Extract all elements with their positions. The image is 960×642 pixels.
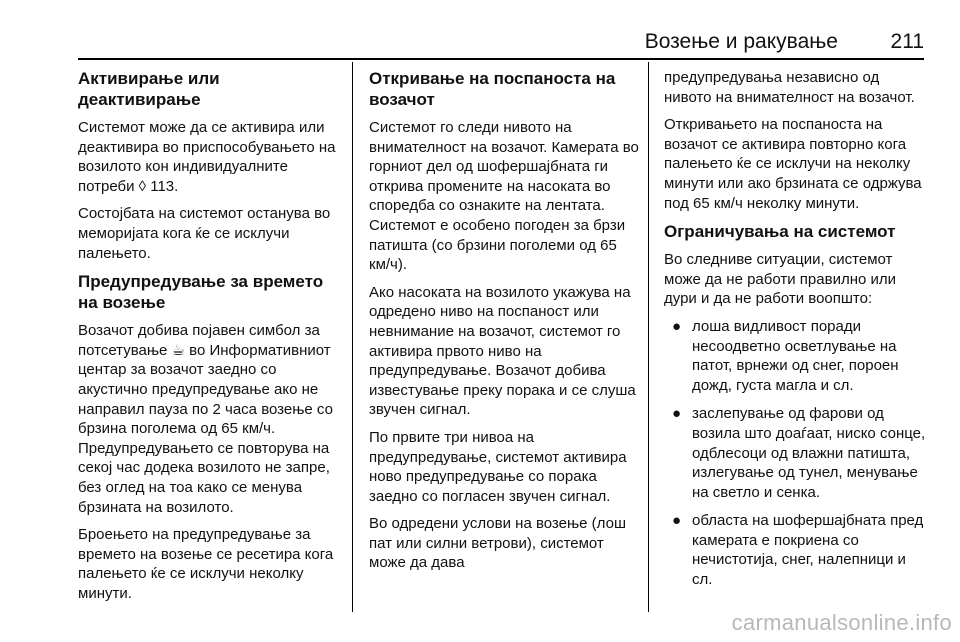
page-number: 211 — [890, 30, 924, 53]
paragraph: Во одредени услови на возење (лош пат или силни ветрови), системот може да дава — [369, 515, 626, 572]
watermark: carmanualsonline.info — [731, 610, 952, 635]
column-divider-1 — [352, 62, 353, 612]
section-heading-drowsiness-detection: Откривање на поспаноста на возачот — [369, 69, 616, 109]
paragraph: По првите три нивоа на предупредување, системот активира ново предупредување со порака заедно со погласен звучен сигнал. — [369, 428, 627, 505]
section-heading-system-limitations: Ограничувања на системот — [664, 222, 896, 242]
header-title: Возење и ракување — [644, 30, 838, 53]
list-item-text: заслепување од фарови од возила што доаѓаат, ниско сонце, одблесоци од влажни патишта, излегување од тунел, менување на светло и сенка. — [692, 405, 926, 501]
paragraph: Ако насоката на возилото укажува на одредено ниво на поспаност или невнимание на возачот, системот го активира првото ниво на предупредување. Возачот добива известување преку порака и се слуша звучен сигнал. — [369, 283, 636, 419]
bullet-icon: ● — [672, 405, 682, 423]
column-2 — [369, 68, 641, 581]
section-heading-activation: Активирање или деактивирање — [78, 69, 220, 109]
paragraph: Броењето на предупредување за времето на возење се ресетира кога палењето ќе се исклучи неколку минути. — [78, 526, 334, 602]
paragraph: Состојбата на системот останува во меморијата кога ќе се исклучи палењето. — [78, 205, 331, 262]
paragraph: предупредувања независно од нивото на внимателност на возачот. — [664, 69, 915, 106]
paragraph: Возачот добива појавен симбол за потсетување ☕ во Информативниот центар за возачот заедно со акустично предупредување ако не направил пауза по 2 часа возење со брзина поголема од 65 км/ч. Предупредувањето се повторува на секој час додека возилото не запре, без оглед на тоа како се менува брзината на возилото. — [78, 322, 333, 516]
page-header — [78, 30, 924, 54]
paragraph: Во следниве ситуации, системот може да не работи правилно или дури и да не работи воопшто: — [664, 251, 897, 308]
list-item-text: областа на шофершајбната пред камерата е покриена со нечистотија, снег, налепници и сл. — [692, 512, 924, 589]
column-divider-2 — [648, 62, 649, 612]
bullet-icon: ● — [672, 317, 682, 335]
bullet-icon: ● — [672, 512, 682, 530]
header-rule — [78, 58, 924, 60]
paragraph: Системот го следи нивото на внимателност на возачот. Камерата во горниот дел од шофершајбната ги открива промените на насоката во споредба со ознаките на лентата. Системот е особено погоден за брзи патишта (со брзини поголеми од 65 км/ч). — [369, 119, 639, 274]
list-item — [664, 404, 926, 502]
list-item — [664, 511, 926, 589]
column-3 — [664, 68, 926, 599]
paragraph: Системот може да се активира или деактивира во приспособувањето на возилото кон индивидуалните потреби ◊ 113. — [78, 119, 336, 195]
paragraph: Откривањето на поспаноста на возачот се активира повторно кога палењето ќе се исклучи на неколку минути или ако брзината се одржува под 65 км/ч неколку минути. — [664, 116, 922, 212]
list-item-text: лоша видливост поради несоодветно осветлување на патот, врнежи од снег, пороен дожд, густа магла и сл. — [692, 317, 899, 394]
list-item — [664, 317, 926, 395]
column-1 — [78, 68, 346, 611]
section-heading-driving-time-warning: Предупредување за времето на возење — [78, 272, 324, 313]
